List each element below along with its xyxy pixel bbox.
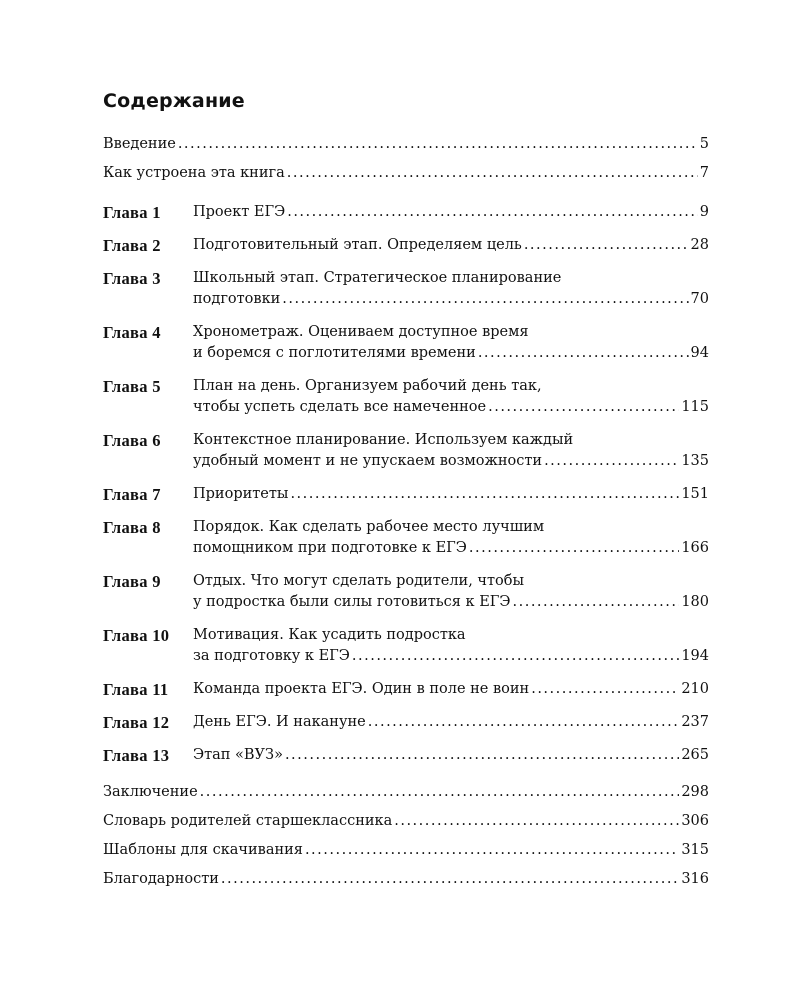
- back-matter-list: [103, 782, 709, 890]
- toc-entry-how-book-works[interactable]: [103, 163, 709, 184]
- chapter-title-continued: у подростка были силы готовиться к ЕГЭ: [193, 594, 511, 610]
- chapter-page-number: 9: [699, 204, 709, 220]
- dot-leader: [287, 163, 698, 184]
- dot-leader: [287, 202, 698, 223]
- dot-leader: [488, 397, 679, 418]
- toc-entry-introduction[interactable]: [103, 134, 709, 155]
- chapter-title: Отдых. Что могут сделать родители, чтобы: [193, 573, 525, 589]
- dot-leader: [221, 869, 679, 890]
- toc-chapter-11[interactable]: [103, 679, 709, 700]
- toc-chapter-7[interactable]: [103, 484, 709, 505]
- entry-page-number: 7: [699, 165, 709, 181]
- chapter-page-number: 180: [681, 594, 709, 610]
- chapter-title: Мотивация. Как усадить подростка: [193, 627, 466, 643]
- chapter-title: Контекстное планирование. Используем каждый: [193, 432, 574, 448]
- chapter-title-continued: помощником при подготовке к ЕГЭ: [193, 540, 467, 556]
- dot-leader: [524, 235, 689, 256]
- entry-title: Благодарности: [103, 871, 219, 887]
- chapter-title: План на день. Организуем рабочий день так,: [193, 378, 542, 394]
- chapter-list: [103, 202, 709, 766]
- chapter-label: Глава 9: [103, 572, 161, 591]
- chapter-label: Глава 8: [103, 518, 161, 537]
- entry-title: Введение: [103, 136, 176, 152]
- entry-title: Шаблоны для скачивания: [103, 842, 303, 858]
- chapter-title-continued: за подготовку к ЕГЭ: [193, 648, 350, 664]
- entry-title: Как устроена эта книга: [103, 165, 285, 181]
- dot-leader: [352, 646, 679, 667]
- chapter-title-continued: удобный момент и не упускаем возможности: [193, 453, 543, 469]
- entry-page-number: 5: [699, 136, 709, 152]
- chapter-label: Глава 10: [103, 626, 170, 645]
- toc-chapter-10[interactable]: [103, 625, 709, 667]
- dot-leader: [544, 451, 679, 472]
- toc-chapter-4[interactable]: [103, 322, 709, 364]
- chapter-title-continued: и боремся с поглотителями времени: [193, 345, 476, 361]
- chapter-page-number: 70: [690, 291, 709, 307]
- chapter-page-number: 166: [681, 540, 709, 556]
- toc-entry-glossary[interactable]: [103, 811, 709, 832]
- toc-entry-conclusion[interactable]: [103, 782, 709, 803]
- chapter-label: Глава 6: [103, 431, 161, 450]
- chapter-label: Глава 12: [103, 713, 170, 732]
- toc-chapter-5[interactable]: [103, 376, 709, 418]
- entry-title: Заключение: [103, 784, 198, 800]
- chapter-page-number: 135: [681, 453, 709, 469]
- entry-page-number: 315: [681, 842, 709, 858]
- chapter-label: Глава 2: [103, 236, 161, 255]
- toc-chapter-13[interactable]: [103, 745, 709, 766]
- chapter-page-number: 28: [690, 237, 709, 253]
- chapter-label: Глава 5: [103, 377, 161, 396]
- chapter-label: Глава 1: [103, 203, 161, 222]
- entry-title: Словарь родителей старшеклассника: [103, 813, 393, 829]
- entry-page-number: 306: [681, 813, 709, 829]
- chapter-title: Школьный этап. Стратегическое планирование: [193, 270, 562, 286]
- chapter-title: Хронометраж. Оцениваем доступное время: [193, 324, 529, 340]
- chapter-label: Глава 7: [103, 485, 161, 504]
- chapter-page-number: 210: [681, 681, 709, 697]
- toc-chapter-8[interactable]: [103, 517, 709, 559]
- toc-chapter-9[interactable]: [103, 571, 709, 613]
- entry-page-number: 298: [681, 784, 709, 800]
- dot-leader: [478, 343, 689, 364]
- chapter-page-number: 194: [681, 648, 709, 664]
- chapter-page-number: 265: [681, 747, 709, 763]
- toc-chapter-6[interactable]: [103, 430, 709, 472]
- dot-leader: [178, 134, 698, 155]
- page-title: Содержание: [103, 90, 245, 112]
- toc-entry-templates[interactable]: [103, 840, 709, 861]
- chapter-title: Приоритеты: [193, 486, 289, 502]
- dot-leader: [368, 712, 680, 733]
- chapter-title: Подготовительный этап. Определяем цель: [193, 237, 522, 253]
- chapter-title: День ЕГЭ. И накануне: [193, 714, 366, 730]
- dot-leader: [285, 745, 679, 766]
- chapter-page-number: 115: [681, 399, 709, 415]
- chapter-page-number: 237: [681, 714, 709, 730]
- chapter-page-number: 151: [681, 486, 709, 502]
- dot-leader: [290, 484, 679, 505]
- dot-leader: [282, 289, 688, 310]
- toc-chapter-1[interactable]: [103, 202, 709, 223]
- entry-page-number: 316: [681, 871, 709, 887]
- dot-leader: [200, 782, 680, 803]
- chapter-title: Команда проекта ЕГЭ. Один в поле не воин: [193, 681, 530, 697]
- toc-chapter-12[interactable]: [103, 712, 709, 733]
- chapter-label: Глава 13: [103, 746, 170, 765]
- chapter-page-number: 94: [690, 345, 709, 361]
- front-matter-list: [103, 134, 709, 184]
- dot-leader: [305, 840, 679, 861]
- table-of-contents: [103, 88, 709, 898]
- chapter-title: Проект ЕГЭ: [193, 204, 286, 220]
- dot-leader: [531, 679, 679, 700]
- chapter-title: Порядок. Как сделать рабочее место лучшим: [193, 519, 545, 535]
- chapter-label: Глава 11: [103, 680, 169, 699]
- chapter-label: Глава 4: [103, 323, 161, 342]
- dot-leader: [394, 811, 679, 832]
- toc-chapter-3[interactable]: [103, 268, 709, 310]
- chapter-title-continued: подготовки: [193, 291, 281, 307]
- chapter-title: Этап «ВУЗ»: [193, 747, 283, 763]
- dot-leader: [513, 592, 680, 613]
- dot-leader: [469, 538, 679, 559]
- chapter-title-continued: чтобы успеть сделать все намеченное: [193, 399, 487, 415]
- chapter-label: Глава 3: [103, 269, 161, 288]
- toc-chapter-2[interactable]: [103, 235, 709, 256]
- toc-entry-acknowledgements[interactable]: [103, 869, 709, 890]
